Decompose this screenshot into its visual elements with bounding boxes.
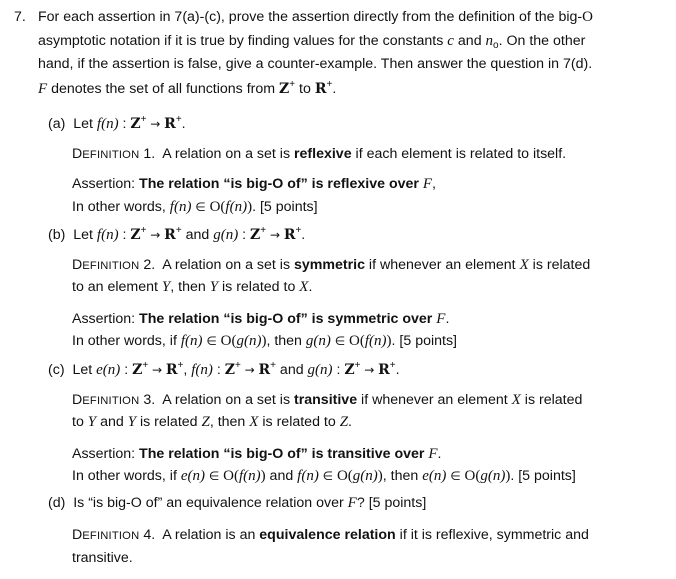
definition-2: DEFINITION 2. A relation on a set is symmetric if whenever an element X is related (72, 257, 591, 273)
intro-line-3: hand, if the assertion is false, give a counter-example. Then answer the question in 7(d). (38, 56, 593, 72)
assertion-b-restated: In other words, if f(n) ∈ O(g(n)), then g(n) ∈ O(f(n)). [5 points] (72, 333, 457, 349)
intro-line-2: asymptotic notation if it is true by finding values for the constants c and $n_o$. On the other (38, 33, 586, 51)
definition-3: DEFINITION 3. A relation on a set is transitive if whenever an element X is related (72, 392, 583, 408)
part-d-question: (d) Is “is big-O of” an equivalence relation over F? [5 points] (48, 495, 427, 511)
definition-4-cont: transitive. (72, 550, 133, 566)
assertion-b: Assertion: The relation “is big-O of” is symmetric over F. (72, 311, 450, 327)
intro-line-4: F denotes the set of all functions from Z+ to R+. (38, 79, 337, 97)
part-a-header: (a) Let f(n) : Z+ → R+. (48, 114, 186, 132)
part-c-header: (c) Let e(n) : Z+ → R+, f(n) : Z+ → R+ and g(n) : Z+ → R+. (48, 360, 400, 378)
problem-number: 7. (14, 9, 26, 25)
assertion-c-restated: In other words, if e(n) ∈ O(f(n)) and f(n) ∈ O(g(n)), then e(n) ∈ O(g(n)). [5 points] (72, 468, 576, 484)
definition-4: DEFINITION 4. A relation is an equivalence relation if it is reflexive, symmetric and (72, 527, 589, 543)
definition-2-cont: to an element Y, then Y is related to X. (72, 279, 313, 295)
definition-3-cont: to Y and Y is related Z, then X is related to Z. (72, 414, 352, 430)
intro-line-1: For each assertion in 7(a)-(c), prove the assertion directly from the definition of the big-O (38, 9, 593, 25)
assertion-a-restated: In other words, f(n) ∈ O(f(n)). [5 points] (72, 199, 318, 215)
assertion-c: Assertion: The relation “is big-O of” is transitive over F. (72, 446, 442, 462)
part-b-header: (b) Let f(n) : Z+ → R+ and g(n) : Z+ → R+. (48, 225, 306, 243)
assertion-a: Assertion: The relation “is big-O of” is reflexive over F, (72, 176, 436, 192)
definition-1: DEFINITION 1. A relation on a set is reflexive if each element is related to itself. (72, 146, 567, 162)
